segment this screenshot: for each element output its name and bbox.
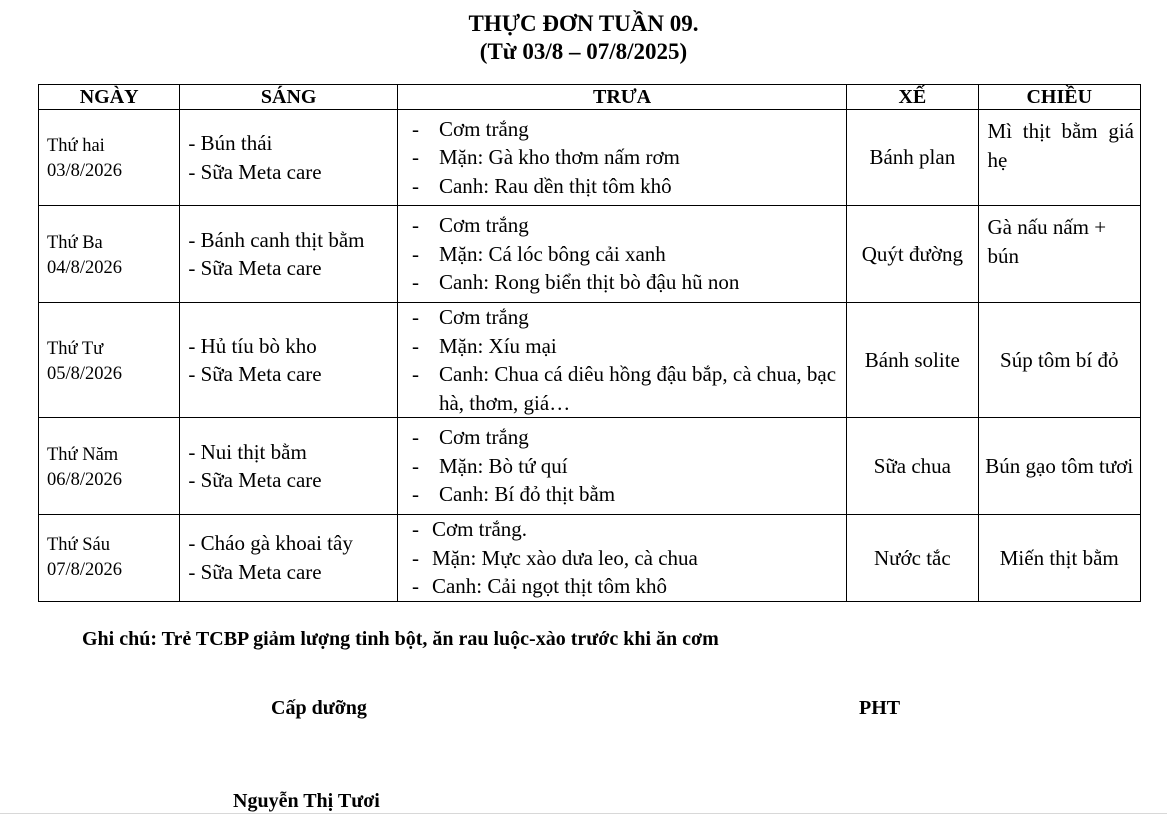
menu-item: Cơm trắng bbox=[438, 116, 529, 141]
list-item bbox=[412, 143, 840, 172]
signature-cook-title: Cấp dưỡng bbox=[271, 697, 367, 719]
menu-item: Mặn: Bò tứ quí bbox=[438, 453, 568, 478]
menu-note: Ghi chú: Trẻ TCBP giảm lượng tinh bột, ăn rau luộc-xào trước khi ăn cơm bbox=[82, 628, 719, 650]
menu-item: - Bánh canh thịt bằm bbox=[188, 227, 365, 252]
dash-marker: - bbox=[411, 305, 419, 329]
day-cell bbox=[39, 515, 180, 602]
day-date: 04/8/2026 bbox=[47, 257, 123, 278]
menu-item: - Nui thịt bằm bbox=[188, 439, 307, 464]
snack-cell: Bánh plan bbox=[847, 110, 978, 206]
noon-cell bbox=[397, 515, 846, 602]
signature-vice-principal-title: PHT bbox=[859, 697, 901, 719]
header-noon: TRƯA bbox=[397, 85, 846, 110]
day-cell bbox=[39, 303, 180, 418]
table-row bbox=[39, 110, 1141, 206]
menu-item: Cơm trắng bbox=[438, 305, 529, 329]
dash-marker: - bbox=[411, 574, 419, 598]
snack-cell: Quýt đường bbox=[847, 206, 978, 303]
table-row bbox=[39, 418, 1141, 515]
dash-marker: - bbox=[411, 545, 419, 570]
dash-marker: - bbox=[411, 333, 419, 358]
table-row bbox=[39, 515, 1141, 602]
afternoon-cell: Bún gạo tôm tươi bbox=[978, 418, 1140, 515]
list-item bbox=[412, 240, 840, 269]
header-morning: SÁNG bbox=[180, 85, 398, 110]
list-item bbox=[412, 544, 840, 573]
morning-cell bbox=[180, 515, 398, 602]
list-item bbox=[412, 268, 840, 297]
day-date: 06/8/2026 bbox=[47, 469, 123, 490]
day-date: 03/8/2026 bbox=[47, 161, 123, 181]
menu-item: Mặn: Xíu mại bbox=[438, 333, 557, 358]
menu-item: - Bún thái bbox=[188, 131, 273, 155]
day-name: Thứ hai bbox=[47, 136, 105, 156]
afternoon-cell: Súp tôm bí đỏ bbox=[978, 303, 1140, 418]
menu-item: Mặn: Cá lóc bông cải xanh bbox=[438, 241, 666, 266]
list-item bbox=[412, 452, 840, 481]
noon-cell bbox=[397, 418, 846, 515]
dash-marker: - bbox=[411, 425, 419, 450]
day-name: Thứ Sáu bbox=[47, 534, 110, 555]
menu-item: Canh: Bí đỏ thịt bằm bbox=[438, 482, 616, 507]
list-item bbox=[412, 515, 840, 544]
menu-item: Mặn: Gà kho thơm nấm rơm bbox=[438, 145, 680, 170]
dash-marker: - bbox=[411, 145, 419, 170]
snack-cell: Sữa chua bbox=[847, 418, 978, 515]
day-name: Thứ Ba bbox=[47, 232, 103, 253]
menu-item: Cơm trắng. bbox=[431, 517, 528, 541]
dash-marker: - bbox=[411, 241, 419, 266]
day-cell bbox=[39, 110, 180, 206]
noon-cell bbox=[397, 110, 846, 206]
menu-item: Canh: Cải ngọt thịt tôm khô bbox=[431, 574, 668, 598]
page-bottom-divider bbox=[0, 813, 1167, 814]
day-name: Thứ Tư bbox=[47, 338, 104, 359]
signature-cook-name: Nguyễn Thị Tươi bbox=[233, 790, 380, 812]
menu-item: Canh: Rau dền thịt tôm khô bbox=[438, 173, 672, 198]
morning-cell bbox=[180, 110, 398, 206]
noon-cell bbox=[397, 303, 846, 418]
list-item bbox=[412, 303, 840, 332]
day-cell bbox=[39, 206, 180, 303]
day-cell bbox=[39, 418, 180, 515]
dash-marker: - bbox=[411, 517, 419, 541]
morning-cell bbox=[180, 206, 398, 303]
afternoon-cell: Gà nấu nấm + bún bbox=[978, 206, 1140, 303]
table-row bbox=[39, 206, 1141, 303]
list-item bbox=[412, 172, 840, 201]
snack-cell: Nước tắc bbox=[847, 515, 978, 602]
menu-item: Canh: Rong biển thịt bò đậu hũ non bbox=[438, 270, 740, 295]
list-item bbox=[412, 572, 840, 601]
menu-item: - Sữa Meta care bbox=[188, 362, 322, 386]
list-item bbox=[412, 332, 840, 361]
dash-marker: - bbox=[411, 270, 419, 295]
afternoon-cell: Mì thịt bằm giá hẹ bbox=[978, 110, 1140, 206]
morning-cell bbox=[180, 418, 398, 515]
dash-marker: - bbox=[411, 116, 419, 141]
menu-date-range: (Từ 03/8 – 07/8/2025) bbox=[479, 39, 688, 64]
header-day: NGÀY bbox=[39, 85, 180, 110]
list-item bbox=[412, 423, 840, 452]
menu-item: - Sữa Meta care bbox=[188, 256, 322, 280]
menu-item: Cơm trắng bbox=[438, 213, 529, 238]
day-date: 05/8/2026 bbox=[47, 363, 123, 384]
dash-marker: - bbox=[411, 213, 419, 238]
afternoon-cell: Miến thịt bằm bbox=[978, 515, 1140, 602]
menu-item: - Sữa Meta care bbox=[188, 559, 322, 584]
day-date: 07/8/2026 bbox=[47, 559, 123, 580]
list-item bbox=[412, 360, 840, 417]
header-snack: XẾ bbox=[847, 85, 978, 110]
menu-item: - Sữa Meta care bbox=[188, 159, 322, 184]
menu-item: Mặn: Mực xào dưa leo, cà chua bbox=[431, 545, 698, 570]
dash-marker: - bbox=[411, 362, 419, 386]
list-item bbox=[412, 115, 840, 144]
list-item bbox=[412, 211, 840, 240]
noon-cell bbox=[397, 206, 846, 303]
header-afternoon: CHIỀU bbox=[978, 85, 1140, 110]
menu-item: Canh: Chua cá diêu hồng đậu bắp, cà chua, bạc hà, thơm, giá… bbox=[438, 362, 837, 415]
morning-cell bbox=[180, 303, 398, 418]
menu-item: - Sữa Meta care bbox=[188, 468, 322, 492]
dash-marker: - bbox=[411, 173, 419, 198]
dash-marker: - bbox=[411, 482, 419, 507]
menu-item: - Cháo gà khoai tây bbox=[188, 531, 353, 556]
snack-cell: Bánh solite bbox=[847, 303, 978, 418]
menu-item: - Hủ tíu bò kho bbox=[188, 333, 317, 358]
menu-title: THỰC ĐƠN TUẦN 09. bbox=[468, 11, 699, 36]
dash-marker: - bbox=[411, 453, 419, 478]
table-row bbox=[39, 303, 1141, 418]
list-item bbox=[412, 480, 840, 509]
weekly-menu-table bbox=[38, 84, 1141, 602]
table-header-row bbox=[39, 85, 1141, 110]
day-name: Thứ Năm bbox=[47, 444, 119, 465]
menu-item: Cơm trắng bbox=[438, 425, 529, 450]
